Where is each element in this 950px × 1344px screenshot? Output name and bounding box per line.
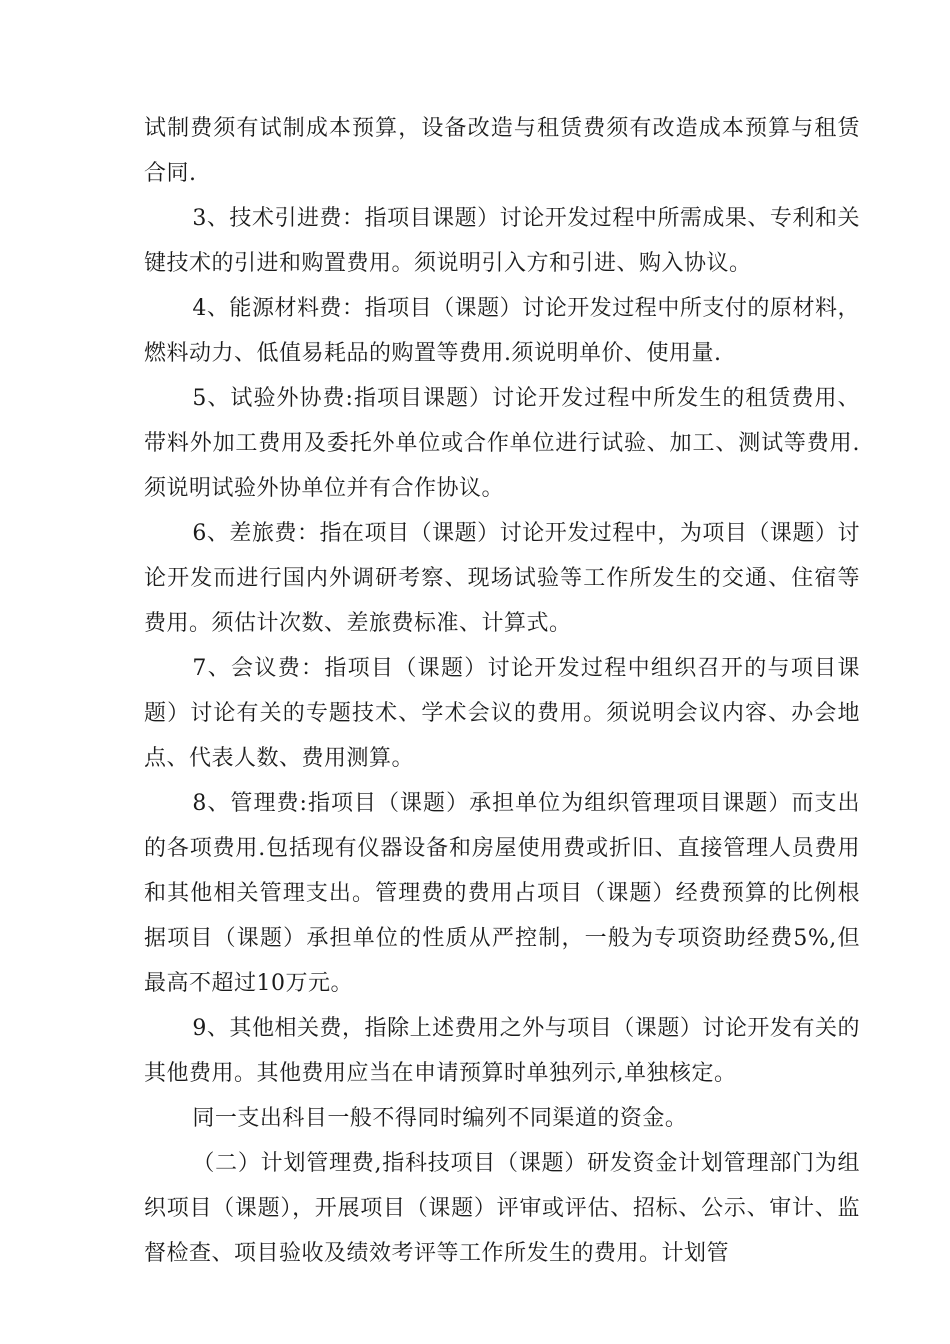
paragraph-management-fee: 8、管理费:指项目（课题）承担单位为组织管理项目课题）而支出的各项费用.包括现有仪器设备和房屋使用费或折旧、直接管理人员费用和其他相关管理支出。管理费的费用占项目（课题）经费预算的比例根据项目（课题）承担单位的性质从严控制，一般为专项资助经费5%,但最高不超过10万元。 bbox=[144, 791, 860, 996]
paragraph-outsourced-testing-fee: 5、试验外协费:指项目课题）讨论开发过程中所发生的租赁费用、带料外加工费用及委托外单位或合作单位进行试验、加工、测试等费用.须说明试验外协单位并有合作协议。 bbox=[144, 386, 860, 501]
paragraph-other-related-fee: 9、其他相关费，指除上述费用之外与项目（课题）讨论开发有关的其他费用。其他费用应当在申请预算时单独列示,单独核定。 bbox=[144, 1016, 860, 1086]
paragraph-energy-materials-fee: 4、能源材料费：指项目（课题）讨论开发过程中所支付的原材料，燃料动力、低值易耗品的购置等费用.须说明单价、使用量. bbox=[144, 296, 860, 366]
paragraph-travel-fee: 6、差旅费：指在项目（课题）讨论开发过程中，为项目（课题）讨论开发而进行国内外调研考察、现场试验等工作所发生的交通、住宿等费用。须估计次数、差旅费标准、计算式。 bbox=[144, 521, 860, 636]
paragraph-technology-import-fee: 3、技术引进费：指项目课题）讨论开发过程中所需成果、专利和关键技术的引进和购置费用。须说明引入方和引进、购入协议。 bbox=[144, 206, 860, 276]
paragraph-funding-channel-rule: 同一支出科目一般不得同时编列不同渠道的资金。 bbox=[192, 1106, 688, 1131]
paragraph-plan-management-fee: （二）计划管理费,指科技项目（课题）研发资金计划管理部门为组织项目（课题），开展项目（课题）评审或评估、招标、公示、审计、监督检查、项目验收及绩效考评等工作所发生的费用。计划管 bbox=[144, 1151, 860, 1266]
paragraph-trial-production: 试制费须有试制成本预算，设备改造与租赁费须有改造成本预算与租赁合同. bbox=[144, 116, 860, 186]
document-body bbox=[144, 106, 860, 1276]
paragraph-meeting-fee: 7、会议费：指项目（课题）讨论开发过程中组织召开的与项目课题）讨论有关的专题技术、学术会议的费用。须说明会议内容、办会地点、代表人数、费用测算。 bbox=[144, 656, 860, 771]
